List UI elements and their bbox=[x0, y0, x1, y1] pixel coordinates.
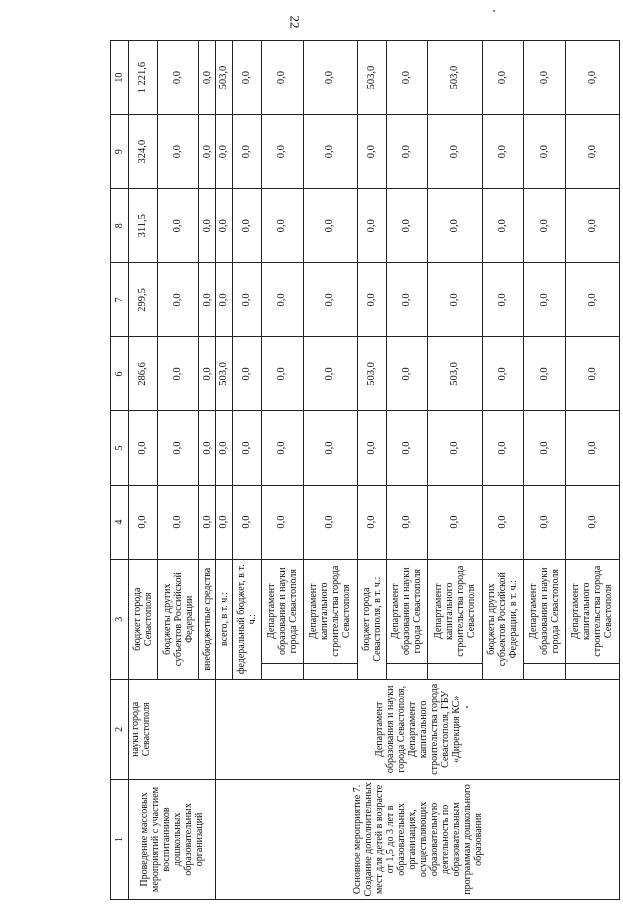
funding-source-cell: Департамент капитального строительства города Севастополя bbox=[428, 559, 482, 663]
value-cell: 0,0 bbox=[261, 337, 303, 411]
value-cell: 0,0 bbox=[357, 189, 386, 263]
value-cell: 0,0 bbox=[157, 411, 199, 485]
value-cell: 0,0 bbox=[428, 115, 482, 189]
value-cell: 0,0 bbox=[261, 411, 303, 485]
value-cell: 503,0 bbox=[357, 41, 386, 115]
value-cell: 0,0 bbox=[524, 41, 566, 115]
value-cell: 0,0 bbox=[565, 411, 619, 485]
value-cell: 503,0 bbox=[428, 337, 482, 411]
indent-cell bbox=[303, 663, 357, 679]
value-cell: 0,0 bbox=[303, 41, 357, 115]
indent-cell bbox=[386, 663, 428, 679]
value-cell: 0,0 bbox=[216, 263, 233, 337]
value-cell: 0,0 bbox=[386, 115, 428, 189]
value-cell: 0,0 bbox=[482, 189, 524, 263]
value-cell: 0,0 bbox=[233, 115, 262, 189]
header-cell: 3 bbox=[111, 559, 129, 679]
rotated-table-wrapper bbox=[110, 40, 620, 900]
value-cell: 0,0 bbox=[157, 41, 199, 115]
value-cell: 0,0 bbox=[482, 411, 524, 485]
value-cell: 0,0 bbox=[565, 189, 619, 263]
value-cell: 0,0 bbox=[157, 485, 199, 559]
value-cell: 0,0 bbox=[157, 263, 199, 337]
activity-cell: Основное мероприятие 7. Создание дополнительных мест для детей в возрасте от 1,5 до 3 лет в образовательных организациях, осуществляющих образовательную деятельность по образовательным программам дошкольного образования bbox=[216, 779, 620, 899]
indent-cell bbox=[428, 663, 482, 679]
value-cell: 0,0 bbox=[428, 263, 482, 337]
value-cell: 0,0 bbox=[524, 189, 566, 263]
funding-source-cell: Департамент образования и науки города Севастополя bbox=[524, 559, 566, 663]
header-cell: 1 bbox=[111, 779, 129, 899]
executor-cell: Департамент образования и науки города Севастополя, Департамент капитального строительства города Севастополя, ГБУ «Дирекция КС» bbox=[216, 679, 620, 779]
value-cell: 0,0 bbox=[199, 411, 216, 485]
value-cell: 0,0 bbox=[386, 41, 428, 115]
value-cell: 0,0 bbox=[233, 337, 262, 411]
value-cell: 0,0 bbox=[303, 115, 357, 189]
value-cell: 0,0 bbox=[524, 337, 566, 411]
value-cell: 0,0 bbox=[199, 41, 216, 115]
value-cell: 0,0 bbox=[233, 189, 262, 263]
value-cell: 0,0 bbox=[386, 411, 428, 485]
value-cell: 0,0 bbox=[303, 263, 357, 337]
value-cell: 0,0 bbox=[303, 485, 357, 559]
value-cell: 503,0 bbox=[216, 337, 233, 411]
value-cell: 0,0 bbox=[357, 485, 386, 559]
value-cell: 0,0 bbox=[565, 337, 619, 411]
value-cell: 0,0 bbox=[482, 41, 524, 115]
header-cell: 9 bbox=[111, 115, 129, 189]
funding-source-cell: всего, в т. ч.: bbox=[216, 559, 233, 679]
header-cell: 2 bbox=[111, 679, 129, 779]
value-cell: 503,0 bbox=[357, 337, 386, 411]
value-cell: 0,0 bbox=[565, 263, 619, 337]
value-cell: 0,0 bbox=[129, 411, 158, 485]
budget-table bbox=[110, 40, 620, 900]
value-cell: 0,0 bbox=[157, 337, 199, 411]
value-cell: 0,0 bbox=[565, 41, 619, 115]
value-cell: 0,0 bbox=[216, 411, 233, 485]
value-cell: 0,0 bbox=[482, 263, 524, 337]
value-cell: 0,0 bbox=[261, 189, 303, 263]
value-cell: 0,0 bbox=[524, 411, 566, 485]
value-cell: 0,0 bbox=[233, 41, 262, 115]
value-cell: 0,0 bbox=[261, 263, 303, 337]
value-cell: 0,0 bbox=[482, 115, 524, 189]
value-cell: 0,0 bbox=[216, 485, 233, 559]
value-cell: 0,0 bbox=[428, 189, 482, 263]
value-cell: 0,0 bbox=[216, 189, 233, 263]
value-cell: 0,0 bbox=[157, 115, 199, 189]
value-cell: 0,0 bbox=[216, 115, 233, 189]
value-cell: 0,0 bbox=[261, 485, 303, 559]
executor-cell: науки города Севастополя bbox=[129, 679, 216, 779]
header-cell: 7 bbox=[111, 263, 129, 337]
header-cell: 6 bbox=[111, 337, 129, 411]
funding-source-cell: Департамент капитального строительства города Севастополя bbox=[565, 559, 619, 663]
value-cell: 0,0 bbox=[386, 263, 428, 337]
table-row bbox=[216, 41, 233, 900]
funding-source-cell: бюджеты других субъектов Российской Федерации, в т. ч.: bbox=[482, 559, 524, 679]
funding-source-cell: Департамент образования и науки города Севастополя bbox=[386, 559, 428, 663]
value-cell: 0,0 bbox=[233, 411, 262, 485]
value-cell: 0,0 bbox=[303, 189, 357, 263]
value-cell: 286,6 bbox=[129, 337, 158, 411]
value-cell: 0,0 bbox=[428, 485, 482, 559]
activity-cell: Проведение массовых мероприятий с участием воспитанников дошкольных образовательных организаций bbox=[129, 779, 216, 899]
value-cell: 0,0 bbox=[428, 411, 482, 485]
value-cell: 0,0 bbox=[157, 189, 199, 263]
table-body bbox=[129, 41, 620, 900]
funding-source-cell: внебюджетные средства bbox=[199, 559, 216, 679]
value-cell: 0,0 bbox=[199, 485, 216, 559]
value-cell: 503,0 bbox=[428, 41, 482, 115]
funding-source-cell: бюджет города Севастополя, в т. ч.: bbox=[357, 559, 386, 679]
header-cell: 8 bbox=[111, 189, 129, 263]
value-cell: 324,0 bbox=[129, 115, 158, 189]
value-cell: 311,5 bbox=[129, 189, 158, 263]
value-cell: 0,0 bbox=[199, 337, 216, 411]
value-cell: 1 221,6 bbox=[129, 41, 158, 115]
value-cell: 0,0 bbox=[524, 485, 566, 559]
value-cell: 0,0 bbox=[233, 263, 262, 337]
funding-source-cell: Департамент капитального строительства города Севастополя bbox=[303, 559, 357, 663]
funding-source-cell: бюджеты других субъектов Российской Федерации bbox=[157, 559, 199, 679]
header-cell: 10 bbox=[111, 41, 129, 115]
value-cell: 0,0 bbox=[482, 485, 524, 559]
value-cell: 0,0 bbox=[565, 115, 619, 189]
page-number: 22 bbox=[287, 15, 303, 29]
table-row bbox=[129, 41, 158, 900]
value-cell: 0,0 bbox=[233, 485, 262, 559]
value-cell: 299,5 bbox=[129, 263, 158, 337]
value-cell: 0,0 bbox=[524, 115, 566, 189]
value-cell: 0,0 bbox=[482, 337, 524, 411]
value-cell: 0,0 bbox=[129, 485, 158, 559]
header-row bbox=[111, 41, 129, 900]
scan-speck bbox=[466, 706, 468, 708]
value-cell: 503,0 bbox=[216, 41, 233, 115]
value-cell: 0,0 bbox=[199, 263, 216, 337]
value-cell: 0,0 bbox=[386, 189, 428, 263]
header-cell: 5 bbox=[111, 411, 129, 485]
scan-speck bbox=[493, 10, 495, 12]
funding-source-cell: федеральный бюджет, в т. ч.: bbox=[233, 559, 262, 679]
value-cell: 0,0 bbox=[303, 337, 357, 411]
value-cell: 0,0 bbox=[261, 115, 303, 189]
funding-source-cell: бюджет города Севастополя bbox=[129, 559, 158, 679]
indent-cell bbox=[565, 663, 619, 679]
value-cell: 0,0 bbox=[199, 115, 216, 189]
value-cell: 0,0 bbox=[303, 411, 357, 485]
value-cell: 0,0 bbox=[524, 263, 566, 337]
value-cell: 0,0 bbox=[565, 485, 619, 559]
value-cell: 0,0 bbox=[357, 263, 386, 337]
value-cell: 0,0 bbox=[261, 41, 303, 115]
header-cell: 4 bbox=[111, 485, 129, 559]
value-cell: 0,0 bbox=[386, 337, 428, 411]
value-cell: 0,0 bbox=[386, 485, 428, 559]
value-cell: 0,0 bbox=[357, 411, 386, 485]
indent-cell bbox=[261, 663, 303, 679]
funding-source-cell: Департамент образования и науки города Севастополя bbox=[261, 559, 303, 663]
value-cell: 0,0 bbox=[199, 189, 216, 263]
value-cell: 0,0 bbox=[357, 115, 386, 189]
indent-cell bbox=[524, 663, 566, 679]
